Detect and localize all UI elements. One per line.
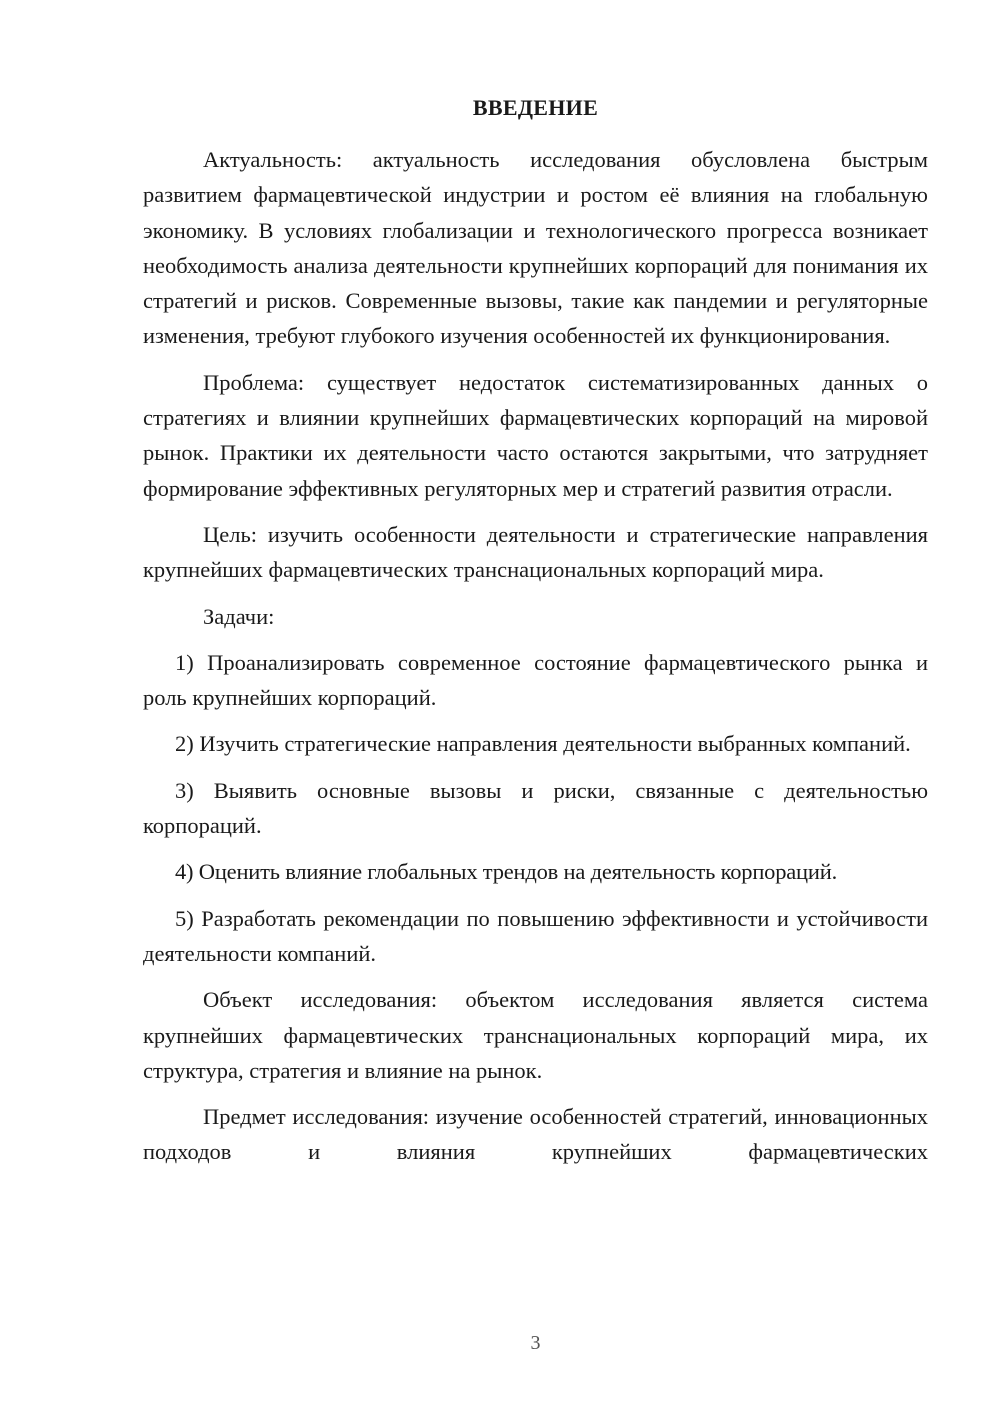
page-title: ВВЕДЕНИЕ xyxy=(472,95,599,120)
page-number: 3 xyxy=(530,1332,541,1354)
task-item-4: 4) Оценить влияние глобальных трендов на деятельность корпораций. xyxy=(175,859,838,885)
task-item-2: 2) Изучить стратегические направления деятельности выбранных компаний. xyxy=(175,731,911,757)
paragraph-object: Объект исследования: объектом исследования является система крупнейших фармацевтических транснациональных корпораций мира, их структура, стратегия и влияние на рынок. xyxy=(143,987,928,1083)
task-item-3: 3) Выявить основные вызовы и риски, связанные с деятельностью корпораций. xyxy=(143,777,928,839)
tasks-heading: Задачи: xyxy=(203,603,275,629)
paragraph-goal: Цель: изучить особенности деятельности и стратегические направления крупнейших фармацевтических транснациональных корпораций мира. xyxy=(143,521,928,583)
paragraph-subject: Предмет исследования: изучение особенностей стратегий, инновационных подходов и влияния крупнейших фармацевтических xyxy=(143,1104,928,1165)
paragraph-relevance: Актуальность: актуальность исследования обусловлена быстрым развитием фармацевтической индустрии и ростом её влияния на глобальную экономику. В условиях глобализации и технологического прогресса возникает необходимость анализа деятельности крупнейших корпораций для понимания их стратегий и рисков. Современные вызовы, такие как пандемии и регуляторные изменения, требуют глубокого изучения особенностей их функционирования. xyxy=(143,147,928,349)
task-item-5: 5) Разработать рекомендации по повышению эффективности и устойчивости деятельности компаний. xyxy=(143,905,928,966)
task-item-1: 1) Проанализировать современное состояние фармацевтического рынка и роль крупнейших корпораций. xyxy=(143,649,928,711)
paragraph-problem: Проблема: существует недостаток систематизированных данных о стратегиях и влиянии крупнейших фармацевтических корпораций на мировой рынок. Практики их деятельности часто остаются закрытыми, что затрудняет формирование эффективных регуляторных мер и стратегий развития отрасли. xyxy=(143,369,928,501)
document-body xyxy=(143,142,928,1181)
